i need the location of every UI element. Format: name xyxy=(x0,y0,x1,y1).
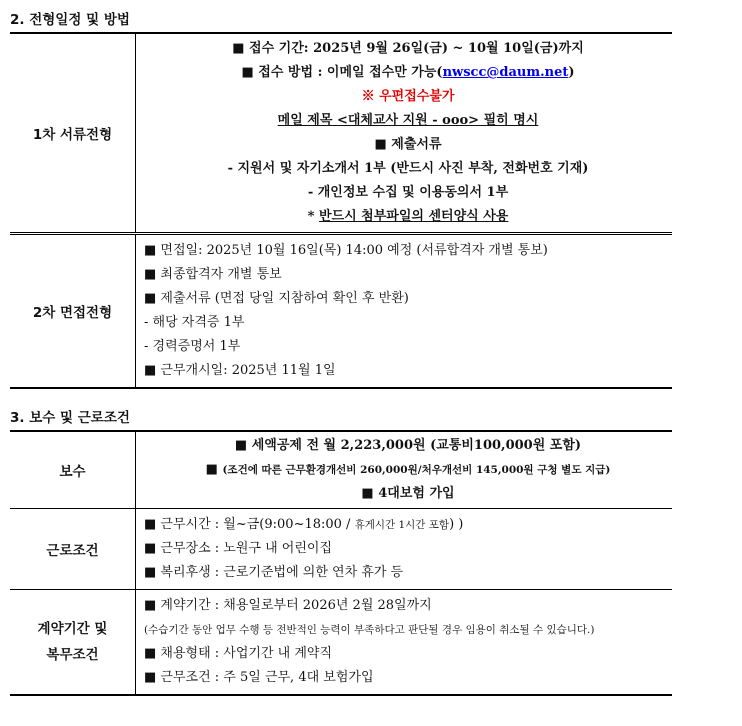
final-notice: ■ 최종합격자 개별 통보 xyxy=(144,267,282,282)
monthly-pay: ■ 세액공제 전 월 2,223,000원 (교통비100,000원 포함) xyxy=(234,438,582,453)
doc-consent: - 개인정보 수집 및 이용동의서 1부 xyxy=(307,185,509,200)
contract-label xyxy=(10,590,136,696)
section-3-title: 3. 보수 및 근로조건 xyxy=(10,410,130,426)
contract-period: ■ 계약기간 : 채용일로부터 2026년 2월 28일까지 xyxy=(144,598,432,613)
work-place: ■ 근무장소 : 노원구 내 어린이집 xyxy=(144,541,333,556)
form-rule-text: 반드시 첨부파일의 센터양식 사용 xyxy=(318,209,509,224)
no-post-notice: ※ 우편접수불가 xyxy=(361,89,455,104)
welfare: ■ 복리후생 : 근로기준법에 의한 연차 휴가 등 xyxy=(144,565,404,580)
conditions-table xyxy=(10,430,672,696)
probation-note: (수습기간 동안 업무 수행 등 전반적인 능력이 부족하다고 판단될 경우 임용이 취소될 수 있습니다.) xyxy=(144,624,595,636)
hours-suffix: ) ) xyxy=(449,517,464,532)
doc-career: - 경력증명서 1부 xyxy=(144,339,241,354)
allowance-box: ■ xyxy=(205,462,218,477)
insurance: ■ 4대보험 가입 xyxy=(361,486,455,501)
contract-label-line2: 복무조건 xyxy=(46,647,99,663)
employment-type: ■ 채용형태 : 사업기간 내 계약직 xyxy=(144,646,333,661)
stage1-row xyxy=(10,33,672,234)
pay-label: 보수 xyxy=(10,431,136,509)
schedule-table xyxy=(10,32,672,389)
method-text: ■ 접수 방법 : 이메일 접수만 가능( xyxy=(241,65,443,80)
pay-content xyxy=(136,431,673,509)
interview-date-note: (서류합격자 개별 통보) xyxy=(416,243,548,258)
asterisk: * xyxy=(307,209,319,224)
stage2-label: 2차 면접전형 xyxy=(10,234,136,389)
method-suffix: ) xyxy=(568,65,575,80)
application-method xyxy=(144,61,672,85)
contract-label-line1: 계약기간 및 xyxy=(37,621,108,637)
interview-date xyxy=(144,239,672,263)
contract-content xyxy=(136,590,673,696)
application-period: ■ 접수 기간: 2025년 9월 26일(금) ~ 10월 10일(금)까지 xyxy=(232,41,584,56)
conditions-row xyxy=(10,509,672,590)
conditions-label: 근로조건 xyxy=(10,509,136,590)
allowance-text: (조건에 따른 근무환경개선비 260,000원/처우개선비 145,000원 구청 별도 지급) xyxy=(222,464,611,476)
stage2-content xyxy=(136,234,673,389)
pay-allowance xyxy=(144,458,672,482)
work-terms: ■ 근무조건 : 주 5일 근무, 4대 보험가입 xyxy=(144,670,374,685)
doc-application: - 지원서 및 자기소개서 1부 (반드시 사진 부착, 전화번호 기재) xyxy=(227,161,589,176)
stage2-row xyxy=(10,234,672,389)
hours-text: ■ 근무시간 : 월~금(9:00~18:00 / xyxy=(144,517,355,532)
doc-certificate: - 해당 자격증 1부 xyxy=(144,315,245,330)
conditions-content xyxy=(136,509,673,590)
doc-form-rule xyxy=(144,205,672,229)
section-2-title: 2. 전형일정 및 방법 xyxy=(10,12,130,28)
contract-row xyxy=(10,590,672,696)
pay-row xyxy=(10,431,672,509)
interview-docs: ■ 제출서류 (면접 당일 지참하여 확인 후 반환) xyxy=(144,291,409,306)
work-hours xyxy=(144,513,672,537)
stage1-content xyxy=(136,33,673,234)
mail-subject-rule: 메일 제목 <대체교사 지원 - ooo> 필히 명시 xyxy=(277,113,539,128)
email-link[interactable]: nwscc@daum.net xyxy=(442,65,569,80)
hours-note: 휴게시간 1시간 포함 xyxy=(354,519,450,531)
docs-header: ■ 제출서류 xyxy=(374,137,442,152)
interview-date-text: ■ 면접일: 2025년 10월 16일(목) 14:00 예정 xyxy=(144,243,417,258)
stage1-label: 1차 서류전형 xyxy=(10,33,136,234)
start-date: ■ 근무개시일: 2025년 11월 1일 xyxy=(144,363,336,378)
